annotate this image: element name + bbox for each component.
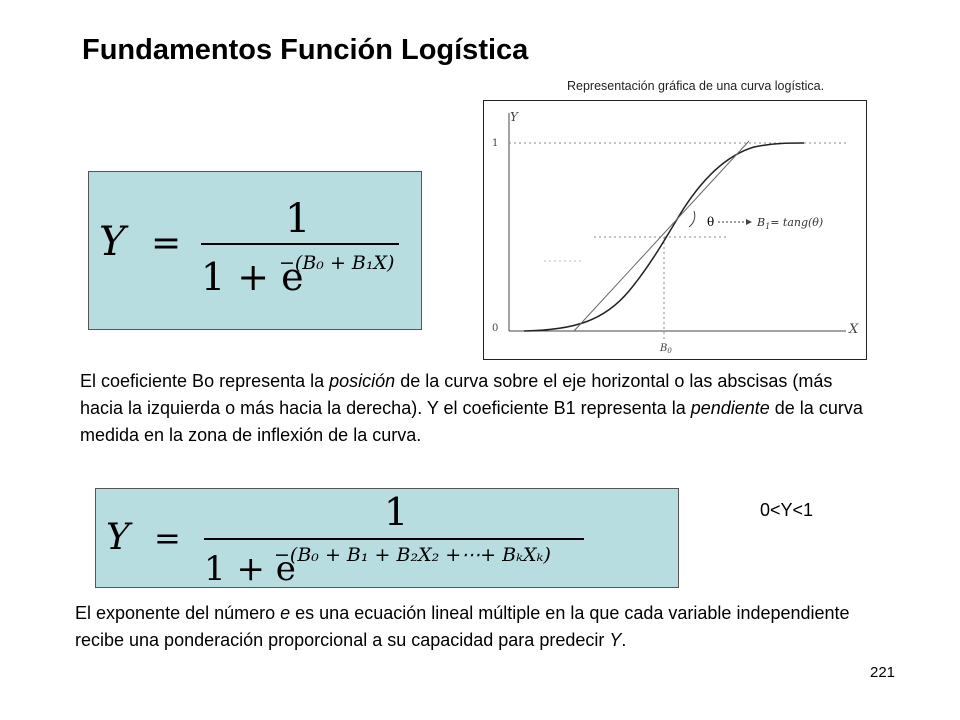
slope-label: $B_1= \tan g(\theta)$ (757, 216, 824, 231)
formula2-denominator-base: 1 + e (204, 549, 296, 587)
tangent-line (574, 141, 749, 331)
y-tick-0: 0 (492, 323, 499, 334)
multiple-logistic-formula-box (95, 488, 679, 588)
formula2-lhs: Y (106, 517, 130, 558)
b0-label: $B_0$ (660, 343, 672, 355)
slide-title: Fundamentos Función Logística (82, 34, 529, 66)
multiple-logistic-formula (96, 489, 678, 587)
logistic-formula-box (88, 171, 422, 330)
figure-caption: Representación gráfica de una curva logística. (567, 79, 825, 93)
formula-denominator-base: 1 + e (201, 255, 304, 299)
formula-lhs: Y (99, 219, 126, 265)
page-number: 221 (870, 664, 896, 681)
formula2-numerator: 1 (384, 490, 409, 534)
coefficients-explanation: El coeficiente Bo representa la posición de la curva sobre el eje horizontal o las abscisas (más hacia la izquierda o más hacia la derecha). Y el coeficiente B1 representa la pendiente de la curva medida en la zona de inflexión de la curva. (80, 371, 863, 445)
formula-equals: = (151, 223, 182, 264)
logistic-formula (89, 172, 421, 329)
logistic-curve-plot (484, 101, 866, 359)
slope-arrow-head (746, 219, 752, 225)
range-note: 0<Y<1 (760, 500, 814, 520)
y-axis-label: Y (510, 110, 518, 124)
logistic-curve-figure (483, 100, 867, 360)
exponent-explanation: El exponente del número e es una ecuación lineal múltiple en la que cada variable independiente recibe una ponderación proporcional a su capacidad para predecir Y. (75, 603, 850, 650)
formula2-equals: = (154, 519, 181, 557)
x-axis-label: X (849, 322, 859, 337)
y-tick-1: 1 (492, 138, 499, 149)
formula-exponent: −(B₀ + B₁X) (279, 252, 395, 274)
theta-label: θ (707, 215, 715, 229)
theta-arc (689, 211, 695, 227)
formula-numerator: 1 (285, 196, 311, 242)
formula2-exponent: −(B₀ + B₁ + B₂X₂ +⋯+ BₖXₖ) (274, 544, 551, 566)
